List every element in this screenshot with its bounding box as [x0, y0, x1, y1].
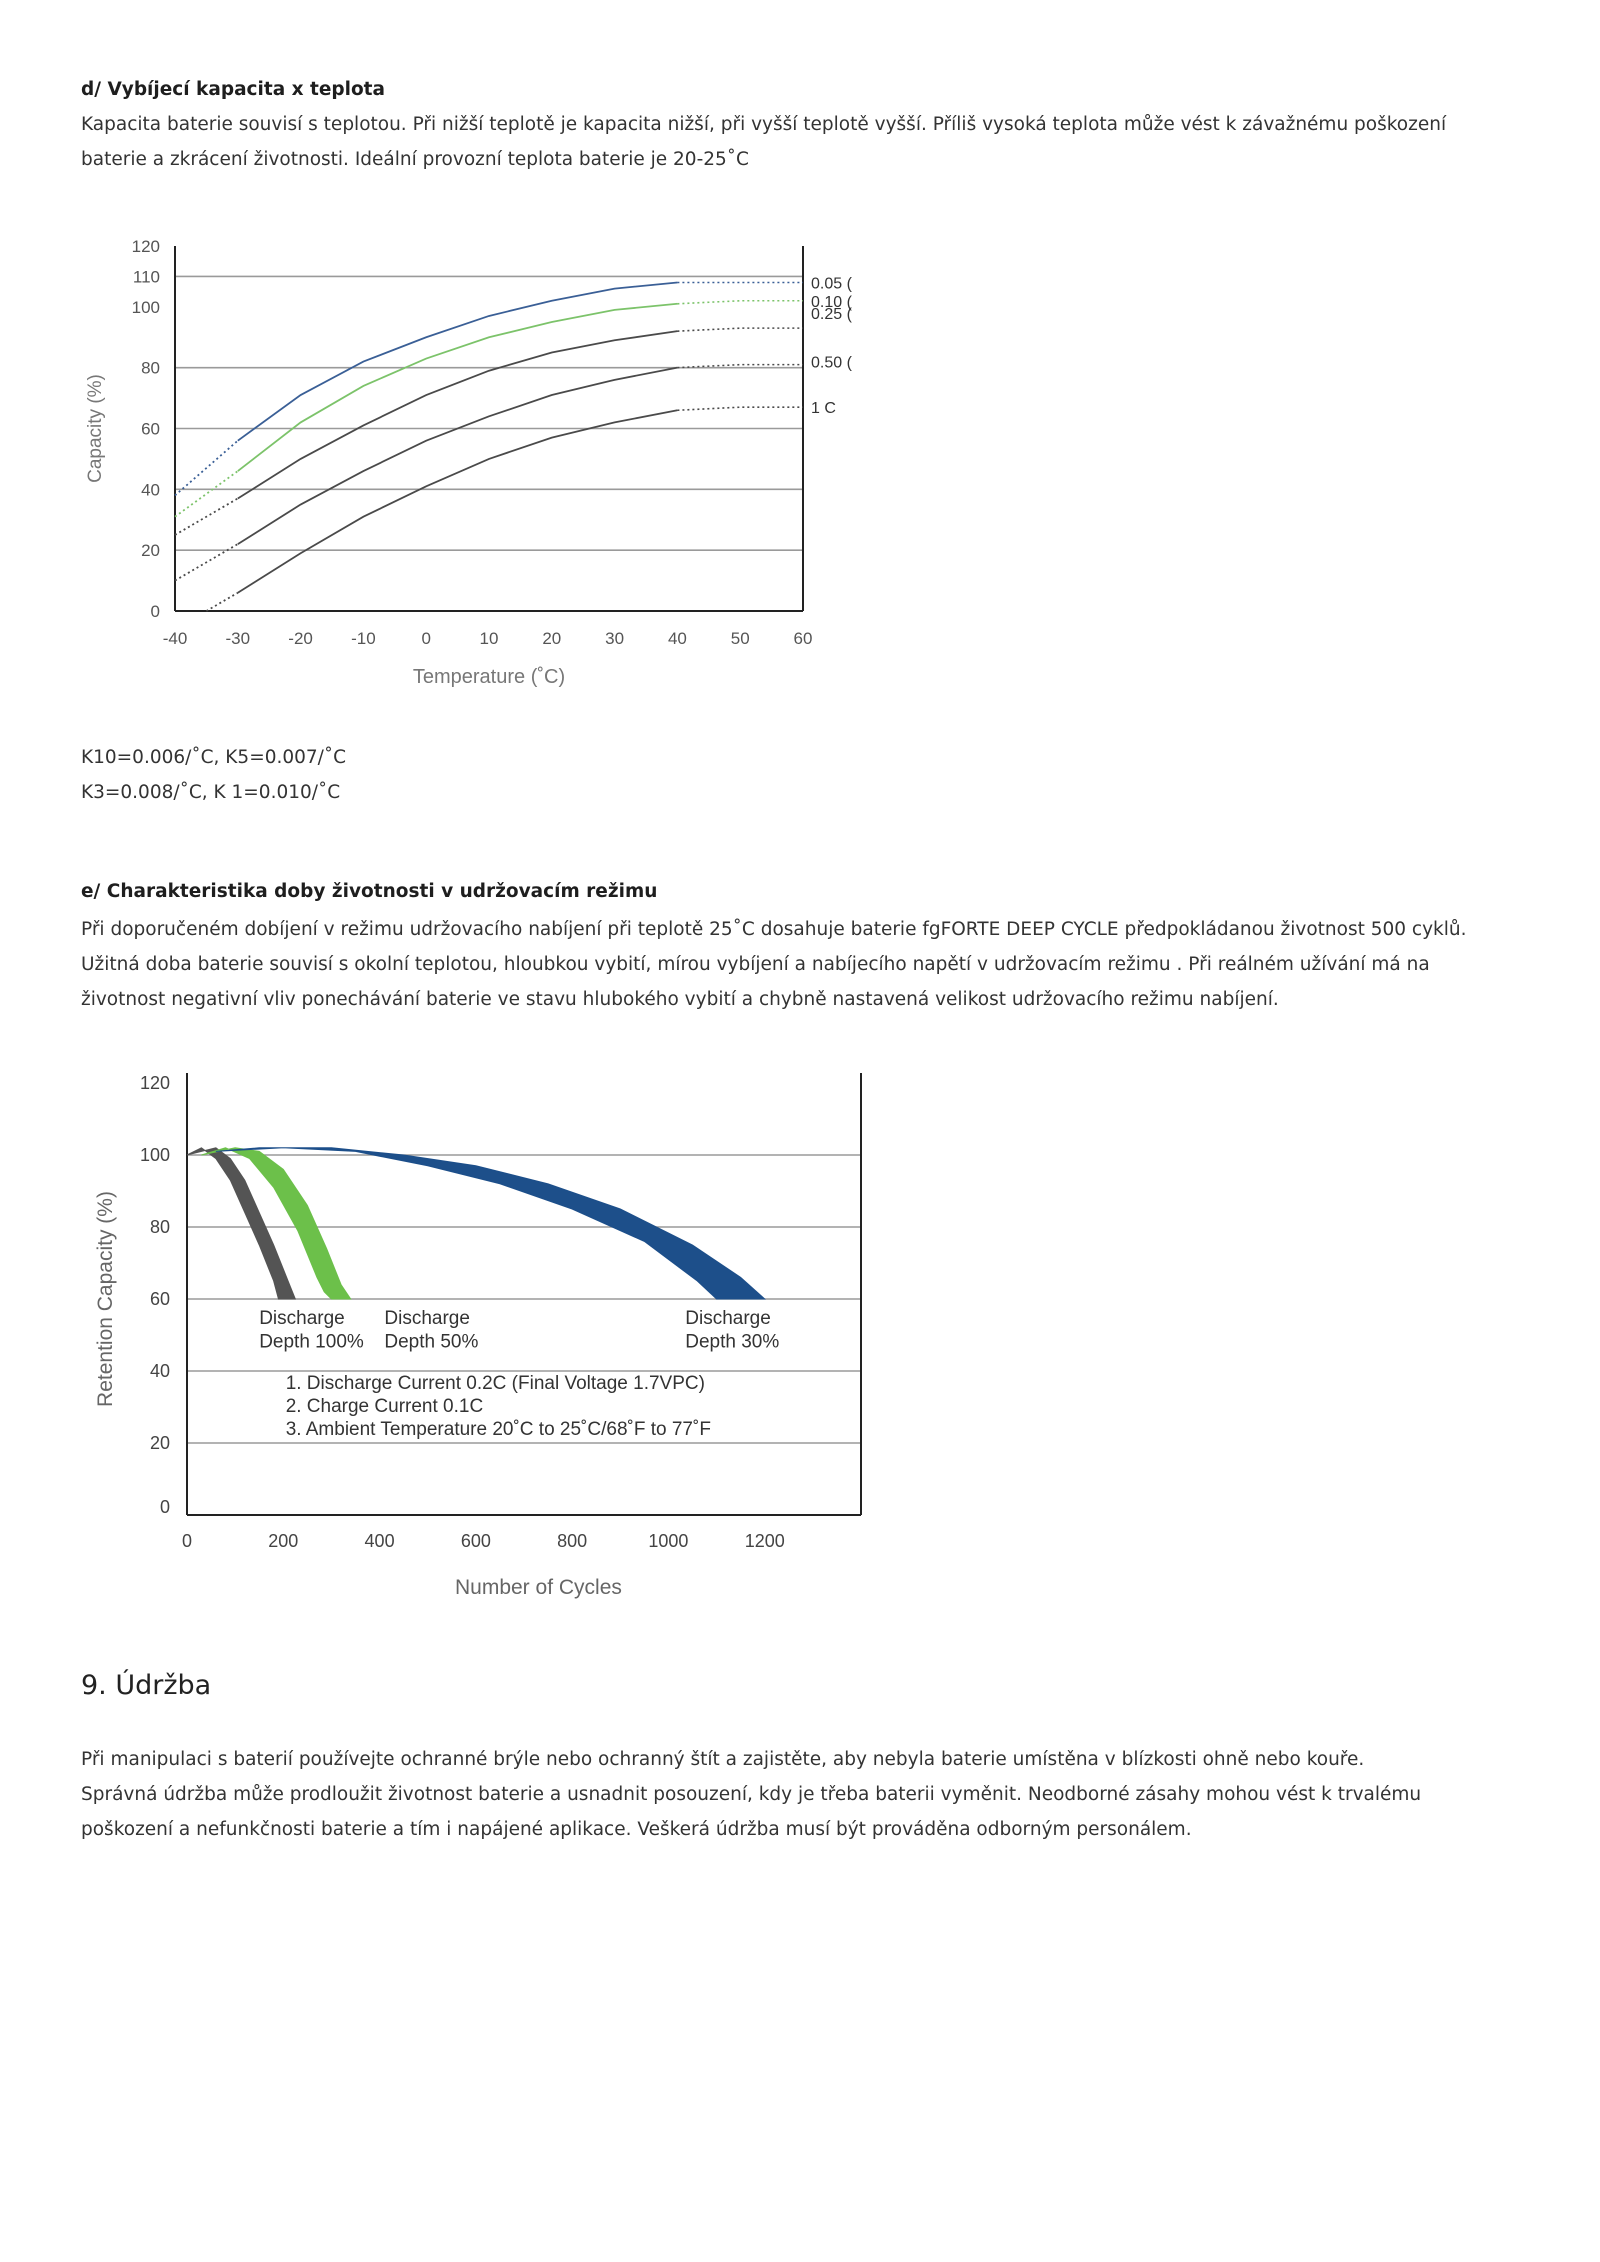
- section-d-line: Kapacita baterie souvisí s teplotou. Při nižší teplotě je kapacita nižší, při vyšší teplotě vyšší. Příliš vysoká teplota může vést k závažnému poškození: [81, 114, 1447, 135]
- band-label: Discharge: [259, 1308, 345, 1330]
- series-label: 0.05 (: [811, 275, 852, 293]
- series-line-dotted-start: [175, 498, 238, 534]
- y-axis-title: Retention Capacity (%): [94, 1191, 117, 1407]
- y-tick-label: 60: [141, 419, 160, 439]
- x-tick-label: 30: [605, 629, 625, 648]
- coefficient-line: K3=0.008/˚C, K 1=0.010/˚C: [81, 782, 341, 803]
- band-label: Discharge: [685, 1308, 771, 1330]
- section-e-line: Při doporučeném dobíjení v režimu udržovacího nabíjení při teplotě 25˚C dosahuje baterie fgFORTE DEEP CYCLE předpokládanou životnost 500 cyklů.: [81, 919, 1467, 940]
- section-9-line: poškození a nefunkčnosti baterie a tím i napájené aplikace. Veškerá údržba musí být prováděna odborným personálem.: [81, 1819, 1192, 1840]
- y-tick-label: 110: [132, 267, 160, 287]
- y-tick-label: 20: [141, 541, 160, 561]
- y-tick-label: 0: [150, 602, 160, 621]
- x-tick-label: 0: [421, 629, 431, 648]
- y-axis-title: Capacity (%): [85, 374, 106, 483]
- section-e-paragraph: [81, 912, 1521, 1017]
- series-label: 0.10 (: [811, 293, 852, 311]
- series-line-dotted-end: [677, 301, 803, 304]
- y-tick-label: 120: [139, 1073, 170, 1093]
- x-tick-label: 800: [557, 1531, 588, 1551]
- x-tick-label: 20: [542, 629, 562, 648]
- section-d-heading: d/ Vybíjecí kapacita x teplota: [81, 79, 386, 100]
- band-label: Depth 100%: [259, 1331, 364, 1353]
- section-e-line: životnost negativní vliv ponechávání baterie ve stavu hlubokého vybití a chybně nastavená velikost udržovacího režimu nabíjení.: [81, 989, 1279, 1010]
- section-d-line: baterie a zkrácení životnosti. Ideální provozní teplota baterie je 20-25˚C: [81, 149, 749, 170]
- x-tick-label: 200: [268, 1531, 299, 1551]
- band-label: Discharge: [384, 1308, 470, 1330]
- x-tick-label: 400: [364, 1531, 395, 1551]
- series-line-dotted-end: [677, 328, 803, 331]
- x-tick-label: 1000: [648, 1531, 689, 1551]
- section-9-line: Při manipulaci s baterií používejte ochranné brýle nebo ochranný štít a zajistěte, aby nebyla baterie umístěna v blízkosti ohně nebo kouře.: [81, 1749, 1365, 1770]
- test-condition-note: 1. Discharge Current 0.2C (Final Voltage 1.7VPC): [285, 1373, 705, 1394]
- test-condition-note: 3. Ambient Temperature 20˚C to 25˚C/68˚F to 77˚F: [285, 1419, 711, 1440]
- series-label: 0.50 (: [811, 354, 852, 372]
- y-tick-label: 80: [149, 1217, 170, 1237]
- x-tick-label: -10: [351, 629, 376, 648]
- series-line-dotted-start: [206, 593, 237, 611]
- series-line-dotted-start: [175, 471, 238, 517]
- series-line-dotted-end: [677, 407, 803, 410]
- x-tick-label: 50: [730, 629, 750, 648]
- x-tick-label: -20: [288, 629, 313, 648]
- cycle-life-chart: [0, 1050, 1600, 1610]
- x-tick-label: 1200: [744, 1531, 785, 1551]
- series-label: 0.25 (: [811, 305, 852, 323]
- y-tick-label: 60: [149, 1289, 170, 1309]
- band-label: Depth 50%: [384, 1331, 479, 1353]
- section-9-paragraph: [81, 1742, 1521, 1847]
- y-tick-label: 100: [139, 1145, 170, 1165]
- section-e-heading: e/ Charakteristika doby životnosti v udržovacím režimu: [81, 881, 658, 902]
- section-9-line: Správná údržba může prodloužit životnost baterie a usnadnit posouzení, kdy je třeba baterii vyměnit. Neodborné zásahy mohou vést k trvalému: [81, 1784, 1422, 1805]
- x-axis-title: Temperature (˚C): [412, 666, 566, 688]
- y-tick-label: 120: [131, 237, 160, 256]
- series-line: [238, 410, 678, 593]
- band-label: Depth 30%: [685, 1331, 780, 1353]
- y-tick-label: 0: [159, 1497, 170, 1517]
- y-tick-label: 20: [149, 1433, 170, 1453]
- series-line: [238, 304, 678, 471]
- series-line-dotted-start: [175, 441, 238, 496]
- x-tick-label: 10: [479, 629, 499, 648]
- y-tick-label: 80: [141, 358, 160, 378]
- x-tick-label: 60: [793, 629, 813, 648]
- x-tick-label: 0: [181, 1531, 193, 1551]
- x-tick-label: -30: [225, 629, 251, 648]
- test-condition-note: 2. Charge Current 0.1C: [285, 1396, 484, 1417]
- coefficient-line: K10=0.006/˚C, K5=0.007/˚C: [81, 747, 347, 768]
- temperature-capacity-chart: [0, 0, 1600, 720]
- x-tick-label: 600: [460, 1531, 491, 1551]
- section-9-heading: 9. Údržba: [81, 1670, 212, 1701]
- x-tick-label: 40: [667, 629, 687, 648]
- y-tick-label: 100: [131, 297, 160, 317]
- series-line: [238, 283, 678, 441]
- x-axis-title: Number of Cycles: [454, 1576, 622, 1599]
- series-label: 1 C: [811, 400, 836, 418]
- y-tick-label: 40: [141, 480, 160, 500]
- section-e-line: Užitná doba baterie souvisí s okolní teplotou, hloubkou vybití, mírou vybíjení a nabíjecího napětí v udržovacím režimu . Při reálném užívání má na: [81, 954, 1430, 975]
- temperature-coefficients: [81, 740, 346, 810]
- y-tick-label: 40: [149, 1361, 170, 1381]
- x-tick-label: -40: [162, 629, 188, 648]
